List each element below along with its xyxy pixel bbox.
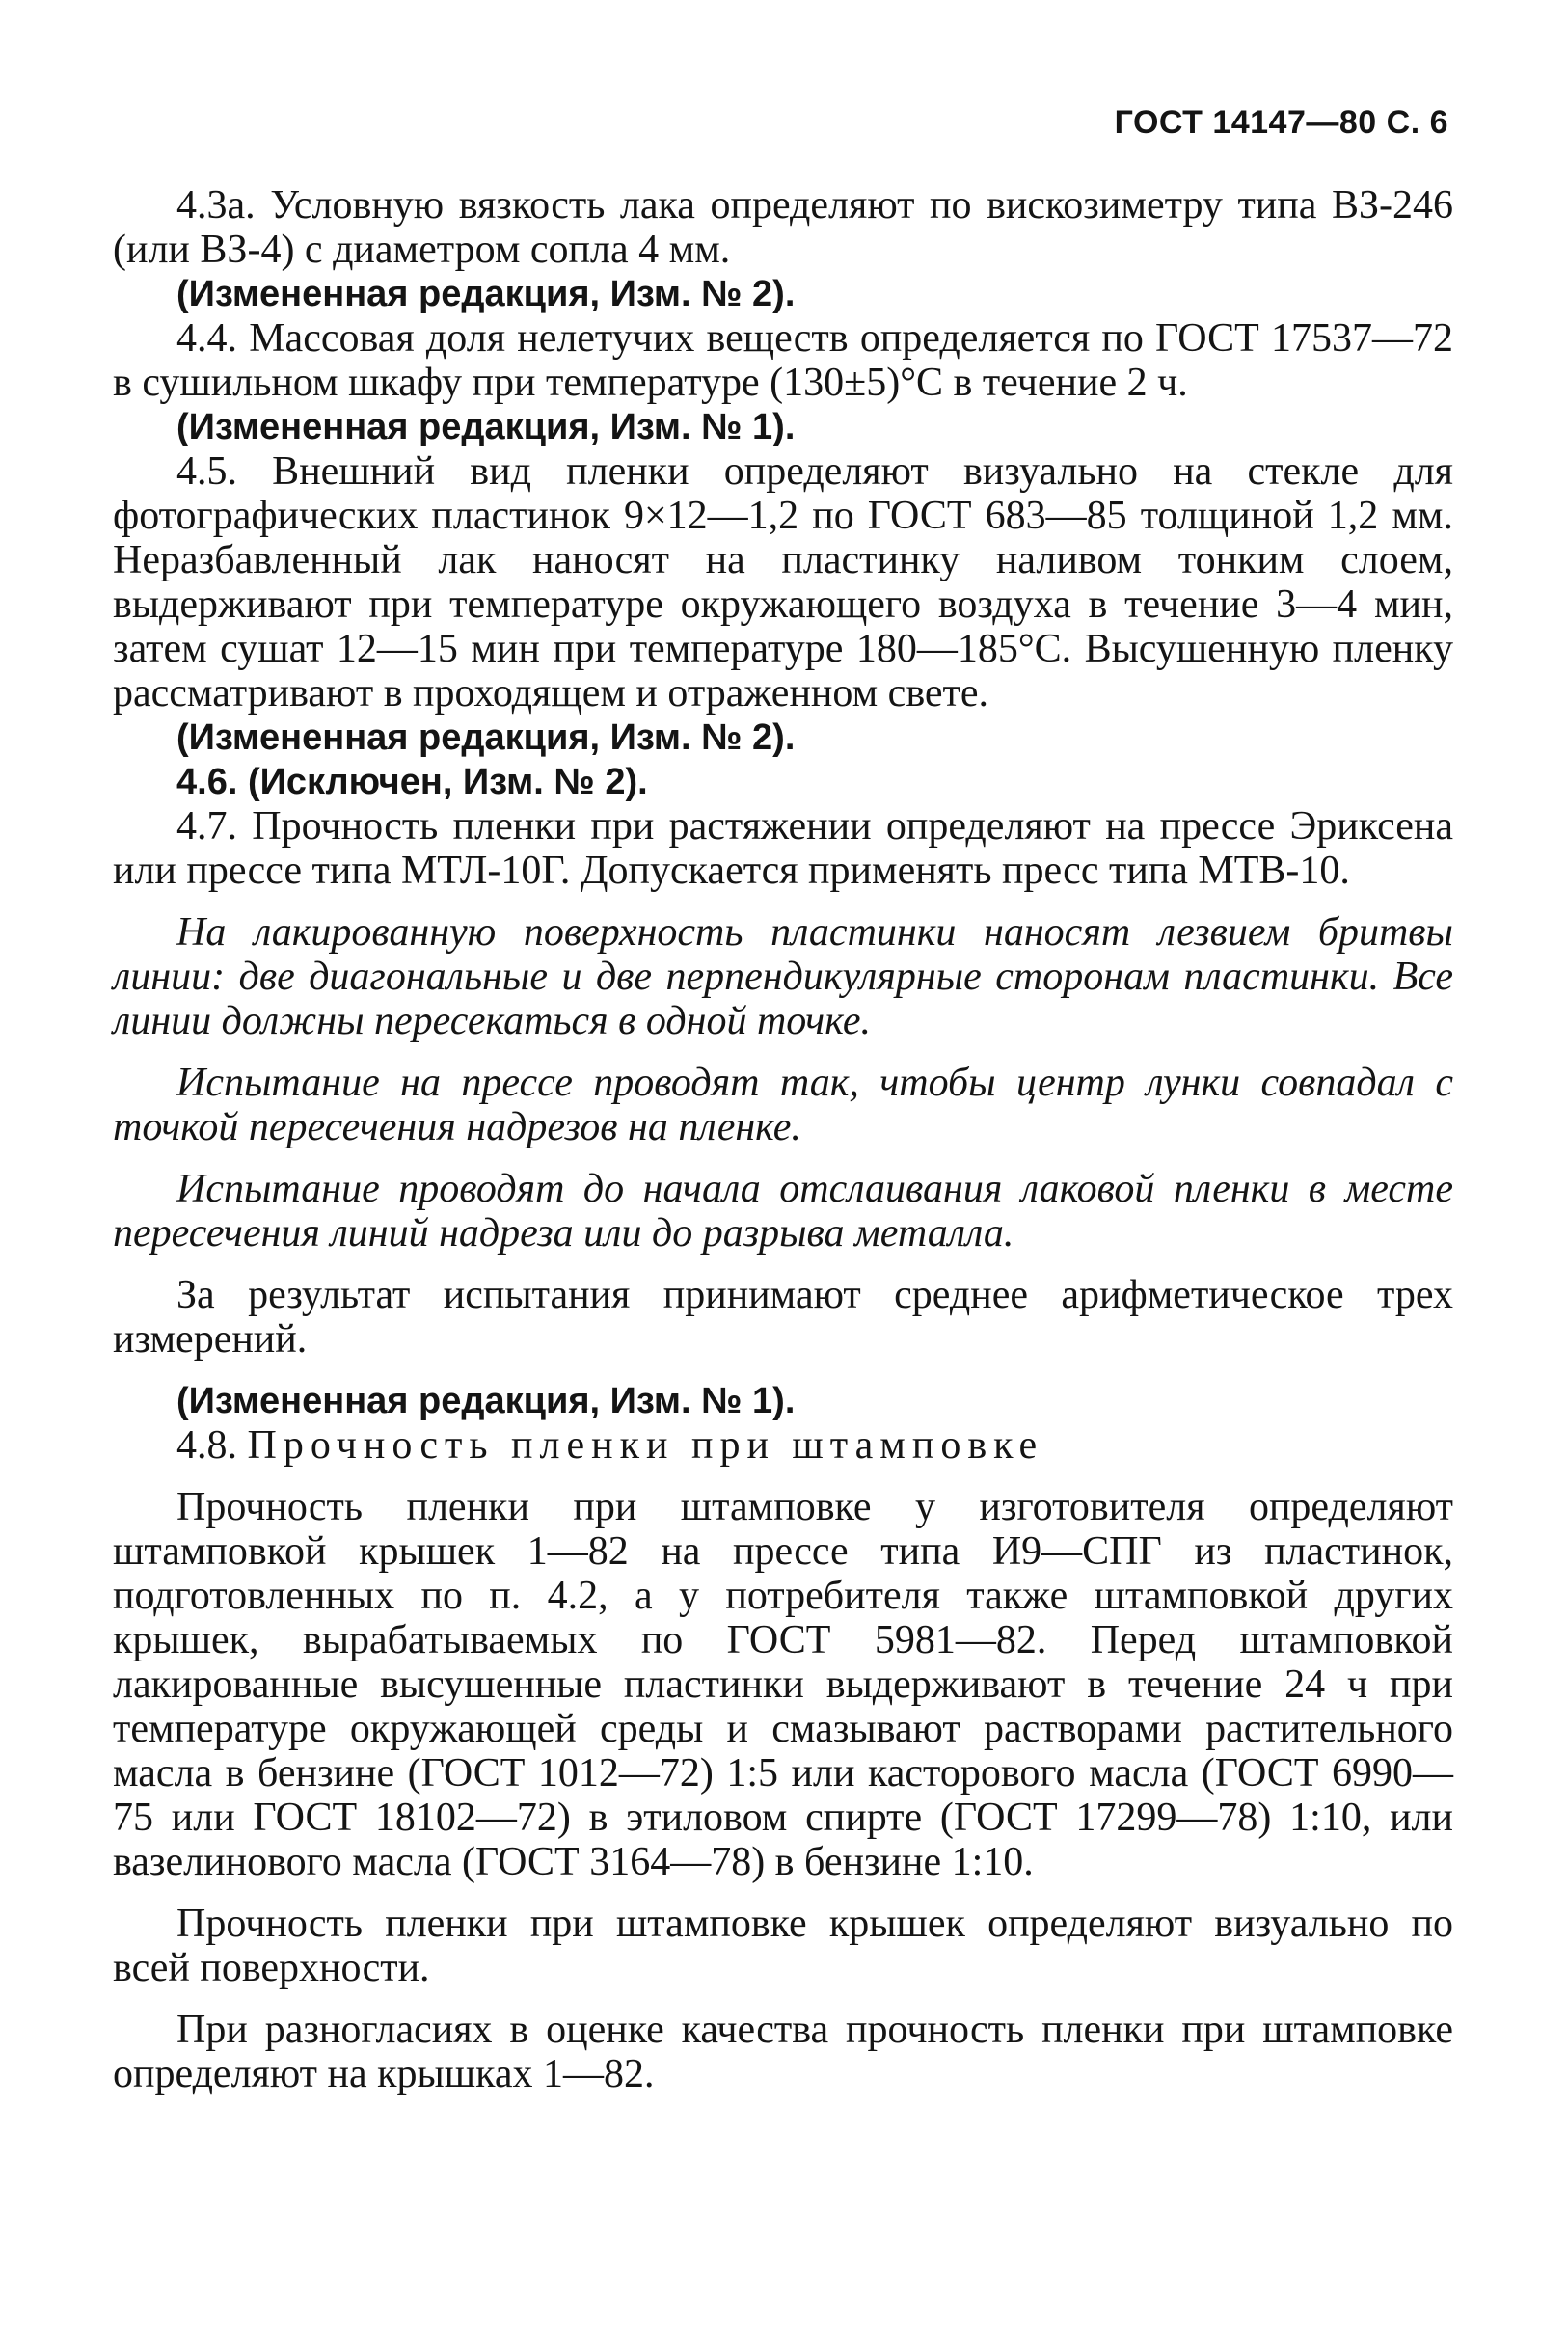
document-body	[113, 183, 1453, 2096]
paragraph-4-7-end: Испытание проводят до начала отслаивания лаковой пленки в месте пересечения линий надреза или до разрыва металла.	[113, 1167, 1453, 1256]
page-header	[1115, 104, 1448, 142]
paragraph-4-7-method: На лакированную поверхность пластинки наносят лезвием бритвы линии: две диагональные и две перпендикулярные сторонам пластинки. Все линии должны пересекаться в одной точке.	[113, 910, 1453, 1043]
paragraph-4-8-visual: Прочность пленки при штамповке крышек определяют визуально по всей поверхности.	[113, 1902, 1453, 1990]
paragraph-4-8-main: Прочность пленки при штамповке у изготовителя определяют штамповкой крышек 1—82 на прессе типа И9—СПГ из пластинок, подготовленных по п. 4.2, а у потребителя также штамповкой других крышек, вырабатываемых по ГОСТ 5981—82. Перед штамповкой лакированные высушенные пластинки выдерживают в течение 24 ч при температуре окружающей среды и смазывают растворами растительного масла в бензине (ГОСТ 1012—72) 1:5 или касторового масла (ГОСТ 6990—75 или ГОСТ 18102—72) в этиловом спирте (ГОСТ 17299—78) 1:10, или вазелинового масла (ГОСТ 3164—78) в бензине 1:10.	[113, 1485, 1453, 1884]
paragraph-4-7-result: За результат испытания принимают среднее арифметическое трех измерений.	[113, 1273, 1453, 1362]
paragraph-4-8-dispute: При разногласиях в оценке качества прочность пленки при штамповке определяют на крышках 1—82.	[113, 2008, 1453, 2096]
amendment-note: (Измененная редакция, Изм. № 2).	[176, 717, 796, 758]
paragraph-4-7: 4.7. Прочность пленки при растяжении определяют на прессе Эриксена или прессе типа МТЛ-10Г. Допускается применять пресс типа МТВ-10.	[113, 804, 1453, 893]
paragraph-4-4: 4.4. Массовая доля нелетучих веществ определяется по ГОСТ 17537—72 в сушильном шкафу при температуре (130±5)°С в течение 2 ч.	[113, 316, 1453, 405]
section-title: Прочность пленки при штамповке	[247, 1423, 1044, 1468]
standard-number: ГОСТ 14147—80	[1114, 104, 1377, 141]
paragraph-4-5: 4.5. Внешний вид пленки определяют визуально на стекле для фотографических пластинок 9×12—1,2 по ГОСТ 683—85 толщиной 1,2 мм. Неразбавленный лак наносят на пластинку наливом тонким слоем, выдерживают при температуре окружающего воздуха в течение 3—4 мин, затем сушат 12—15 мин при температуре 180—185°С. Высушенную пленку рассматривают в проходящем и отраженном свете.	[113, 449, 1453, 716]
amendment-note: (Измененная редакция, Изм. № 1).	[176, 407, 796, 447]
paragraph-4-7-press: Испытание на прессе проводят так, чтобы центр лунки совпадал с точкой пересечения надрезов на пленке.	[113, 1061, 1453, 1149]
paragraph-4-8-heading	[113, 1423, 1453, 1468]
amendment-note: (Измененная редакция, Изм. № 2).	[176, 274, 796, 314]
section-number: 4.8.	[176, 1423, 237, 1468]
page-number: С. 6	[1386, 104, 1448, 141]
paragraph-4-6: 4.6. (Исключен, Изм. № 2).	[176, 762, 648, 802]
amendment-note: (Измененная редакция, Изм. № 1).	[176, 1381, 796, 1421]
paragraph-4-3a: 4.3а. Условную вязкость лака определяют по вискозиметру типа ВЗ-246 (или ВЗ-4) с диаметром сопла 4 мм.	[113, 183, 1453, 272]
